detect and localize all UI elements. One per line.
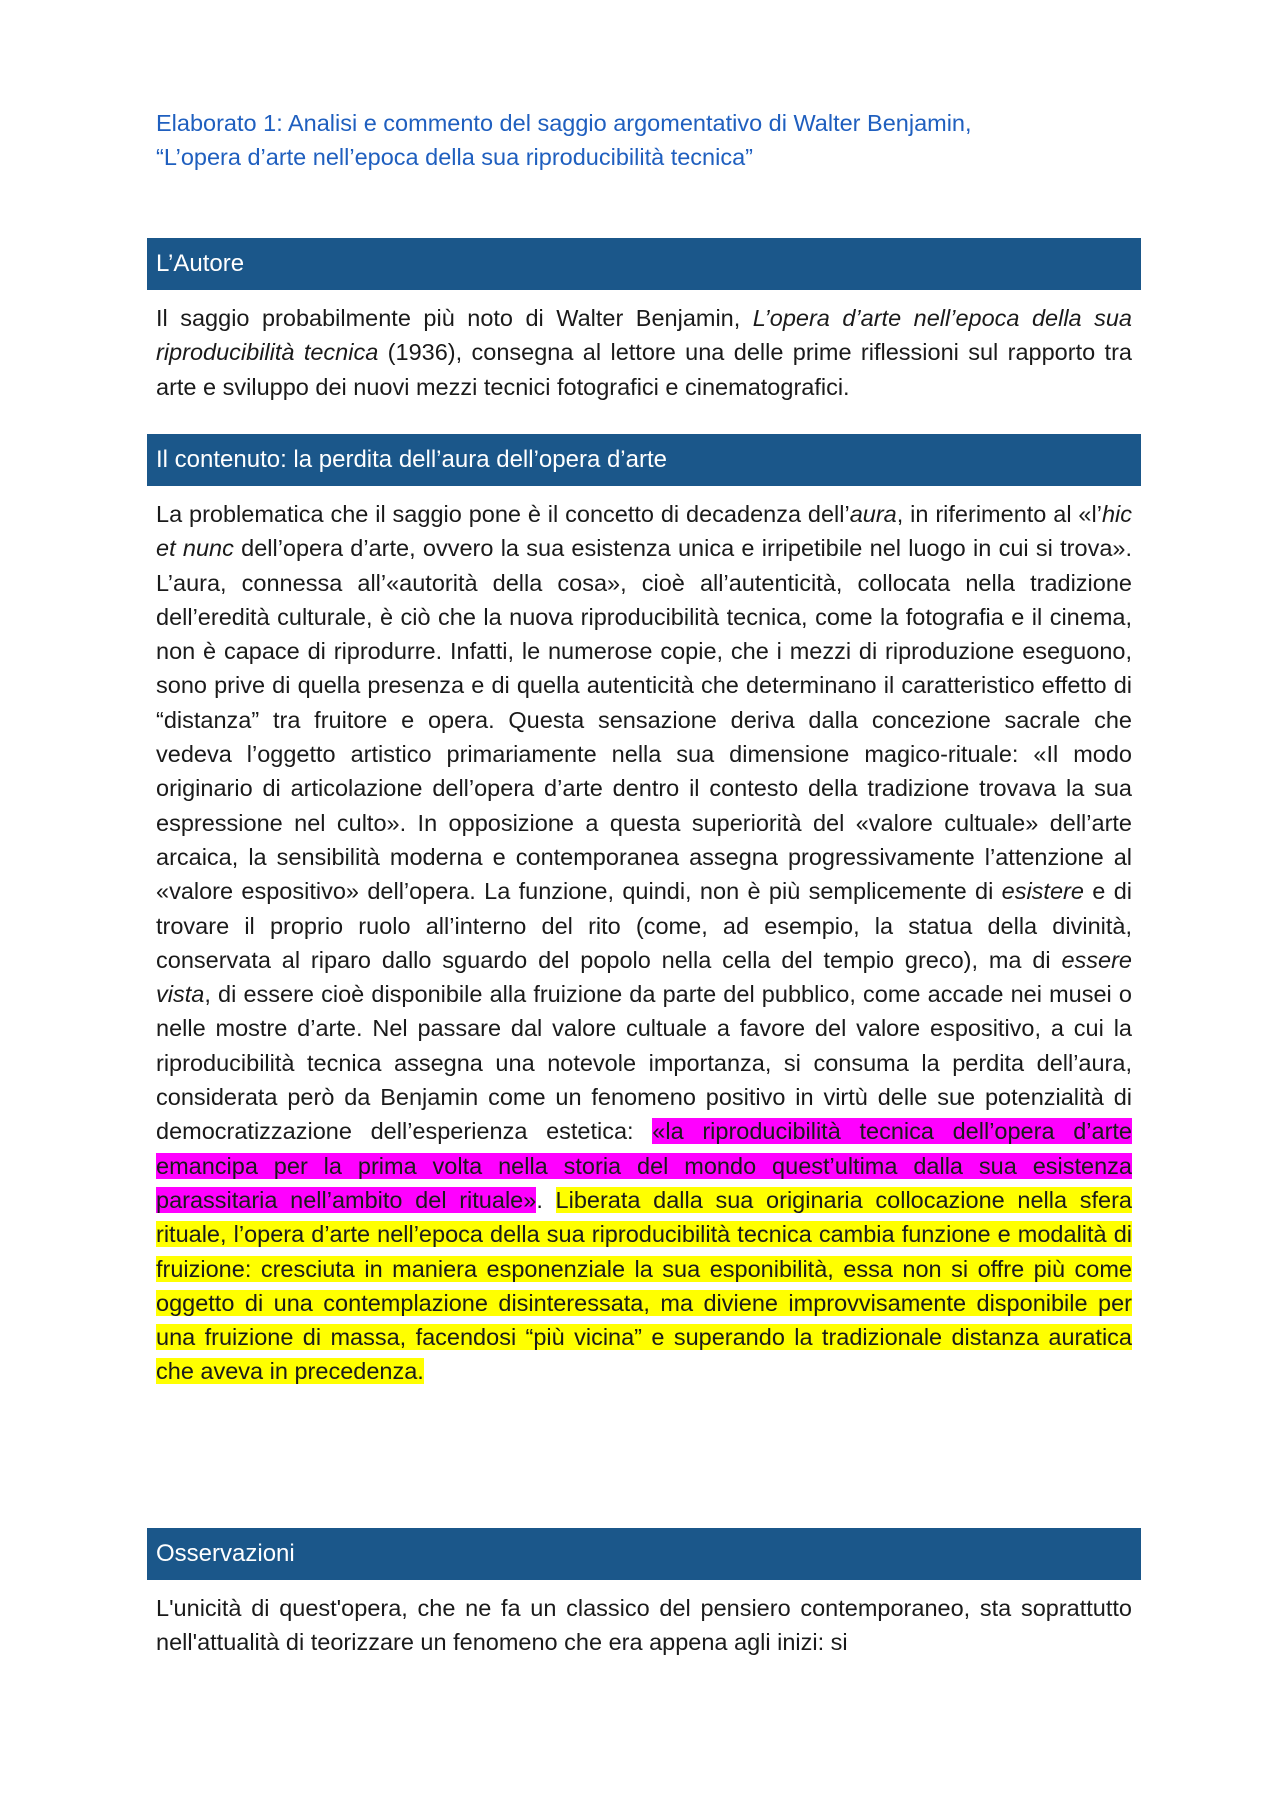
text-run: dell’opera d’arte, ovvero la sua esistenza unica e irripetibile nel luogo in cui si trova». L’aura, connessa all’«autorità della cosa», cioè all’autenticità, collocata nella tradizione dell’eredità culturale, è ciò che la nuova riproducibilità tecnica, come la fotografia e il cinema, non è capace di riprodurre. Infatti, le numerose copie, che i mezzi di riproduzione eseguono, sono prive di quella presenza e di quella autenticità che determinano il caratteristico effetto di “distanza” tra fruitore e opera. Questa sensazione deriva dalla concezione sacrale che vedeva l’oggetto artistico primariamente nella sua dimensione magico-rituale: «Il modo originario di articolazione dell’opera d’arte dentro il contesto della tradizione trovava la sua espressione nel culto». In opposizione a questa superiorità del «valore cultuale» dell’arte arcaica, la sensibilità moderna e contemporanea assegna progressivamente l’attenzione al «valore espositivo» dell’opera. La funzione, quindi, non è più semplicemente di [156, 535, 1132, 905]
document-title [156, 106, 1136, 174]
italic-term: hic et nunc [156, 501, 1132, 562]
paragraph-osservazioni: L'unicità di quest'opera, che ne fa un classico del pensiero contemporaneo, sta soprattutto nell'attualità di teorizzare un fenomeno che era appena agli inizi: si [156, 1595, 1132, 1656]
text-run: (1936), consegna al lettore una delle prime riflessioni sul rapporto tra arte e sviluppo dei nuovi mezzi tecnici fotografici e cinematografici. [156, 339, 1132, 400]
section-heading-autore: L’Autore [147, 238, 1141, 290]
text-run: Il saggio probabilmente più noto di Walter Benjamin, [156, 305, 753, 331]
title-line-2: “L’opera d’arte nell’epoca della sua riproducibilità tecnica” [156, 144, 753, 170]
section-heading-contenuto: Il contenuto: la perdita dell’aura dell’opera d’arte [147, 434, 1141, 486]
paragraph-autore [156, 301, 1132, 404]
text-run: , in riferimento al «l’ [896, 501, 1102, 527]
text-run: La problematica che il saggio pone è il concetto di decadenza dell’ [156, 501, 850, 527]
text-run: , di essere cioè disponibile alla fruizione da parte del pubblico, come accade nei musei o nelle mostre d’arte. Nel passare dal valore cultuale a favore del valore espositivo, a cui la riproducibilità tecnica assegna una notevole importanza, si consuma la perdita dell’aura, considerata però da Benjamin come un fenomeno positivo in virtù delle sue potenzialità di democratizzazione dell’esperienza estetica: [156, 981, 1132, 1145]
book-title-italic: L’opera d’arte nell’epoca della sua riproducibilità tecnica [156, 305, 1132, 366]
highlight-magenta-quote: «la riproducibilità tecnica dell’opera d’arte emancipa per la prima volta nella storia del mondo quest’ultima dalla sua esistenza parassitaria nell’ambito del rituale» [156, 1118, 1132, 1213]
highlight-yellow-text: Liberata dalla sua originaria collocazione nella sfera rituale, l’opera d’arte nell’epoca della sua riproducibilità tecnica cambia funzione e modalità di fruizione: cresciuta in maniera esponenziale la sua esponibilità, essa non si offre più come oggetto di una contemplazione disinteressata, ma diviene improvvisamente disponibile per una fruizione di massa, facendosi “più vicina” e superando la tradizionale distanza auratica che aveva in precedenza. [156, 1186, 1132, 1385]
text-run: e di trovare il proprio ruolo all’interno del rito (come, ad esempio, la statua della divinità, conservata al riparo dallo sguardo del popolo nella cella del tempio greco), ma di [156, 878, 1132, 973]
italic-term: esistere [1001, 878, 1084, 905]
section-heading-osservazioni: Osservazioni [147, 1528, 1141, 1580]
title-line-1: Elaborato 1: Analisi e commento del saggio argomentativo di Walter Benjamin, [156, 110, 972, 136]
paragraph-contenuto [156, 497, 1132, 1389]
text-run: . [536, 1186, 556, 1213]
italic-term: essere vista [156, 946, 1132, 1008]
italic-term: aura [849, 501, 897, 527]
